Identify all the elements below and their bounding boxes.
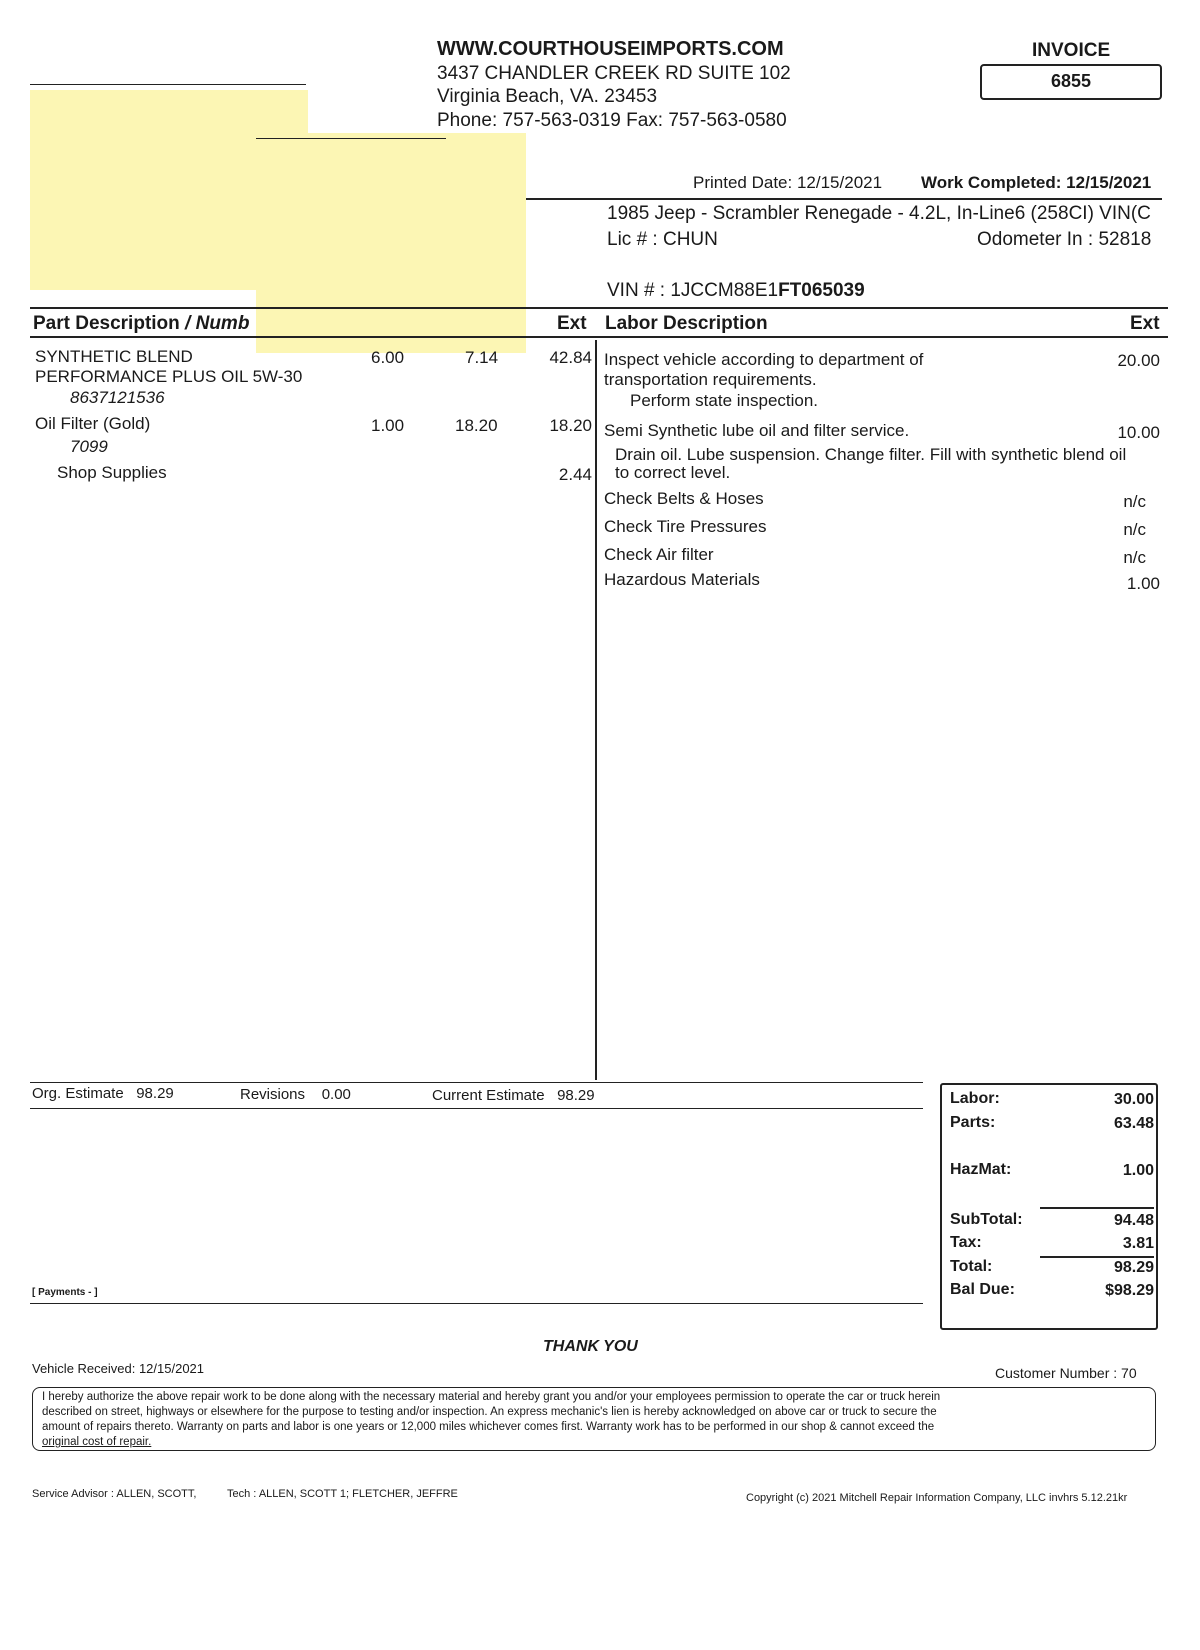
work-completed-label: Work Completed:	[921, 173, 1062, 192]
part-row-1-qty: 6.00	[371, 348, 405, 367]
vehicle-top-divider	[526, 198, 1162, 200]
labor-header-description: Labor Description	[605, 313, 768, 334]
vin-suffix: FT065039	[778, 280, 865, 301]
vehicle-received: Vehicle Received: 12/15/2021	[32, 1361, 205, 1376]
vin-label: VIN # :	[607, 280, 666, 301]
totals-baldue-value: $98.29	[1105, 1282, 1154, 1299]
vin	[607, 280, 865, 302]
labor-row-1-line3: Perform state inspection.	[630, 391, 819, 410]
company-website: WWW.COURTHOUSEIMPORTS.COM	[437, 38, 784, 60]
labor-row-2-line2: Drain oil. Lube suspension. Change filter. Fill with synthetic blend oil	[615, 445, 1127, 464]
revisions-label: Revisions	[240, 1086, 306, 1103]
totals-labor-label: Labor:	[950, 1090, 1000, 1107]
service-advisor	[32, 1488, 196, 1500]
labor-row-4-ext: n/c	[1123, 520, 1146, 539]
invoice-number: 6855	[1050, 71, 1092, 91]
part-row-1-line2: PERFORMANCE PLUS OIL 5W-30	[35, 367, 303, 386]
odometer-value: 52818	[1098, 229, 1152, 250]
total-divider	[1040, 1256, 1154, 1258]
parts-header-number-label: / Numb	[185, 313, 250, 334]
payments-divider	[30, 1303, 923, 1304]
technician-label: Tech :	[227, 1488, 257, 1500]
work-completed-value: 12/15/2021	[1066, 173, 1152, 192]
printed-date-label: Printed Date:	[693, 173, 793, 192]
totals-hazmat-value: 1.00	[1122, 1162, 1154, 1179]
company-address-line1: 3437 CHANDLER CREEK RD SUITE 102	[437, 63, 791, 84]
parts-header-description	[33, 313, 249, 335]
printed-date	[693, 173, 882, 193]
license-label: Lic # :	[607, 229, 658, 250]
header-divider	[30, 84, 306, 85]
column-divider	[595, 340, 597, 1080]
labor-row-2-line1: Semi Synthetic lube oil and filter service.	[604, 421, 910, 440]
labor-row-1-line2: transportation requirements.	[604, 370, 817, 389]
part-row-1-number: 8637121536	[70, 388, 165, 407]
labor-row-6-desc: Hazardous Materials	[604, 570, 760, 589]
totals-tax-value: 3.81	[1122, 1235, 1154, 1252]
authorization-line2: described on street, highways or elsewhere for the purpose to testing and/or inspection. An express mechanic's lien is hereby acknowledged on above car or truck to secure the	[42, 1406, 937, 1418]
invoice-number-box	[980, 64, 1162, 100]
labor-row-1-ext: 20.00	[1117, 351, 1160, 370]
company-phone: Phone: 757-563-0319 Fax: 757-563-0580	[437, 110, 787, 131]
org-estimate-value: 98.29	[136, 1085, 174, 1102]
labor-row-4-desc: Check Tire Pressures	[604, 517, 767, 536]
vin-prefix: 1JCCM88E1	[670, 280, 779, 301]
payments-label: [ Payments - ]	[32, 1287, 98, 1298]
labor-row-5-ext: n/c	[1123, 548, 1146, 567]
labor-row-3-desc: Check Belts & Hoses	[604, 489, 764, 508]
table-top-divider	[30, 307, 1168, 309]
license-plate	[607, 229, 718, 251]
part-row-2-number: 7099	[70, 437, 108, 456]
service-advisor-label: Service Advisor :	[32, 1488, 114, 1500]
totals-hazmat-label: HazMat:	[950, 1161, 1012, 1178]
service-advisor-value: ALLEN, SCOTT,	[116, 1488, 197, 1500]
table-header-divider	[30, 336, 1168, 338]
estimate-bottom-divider	[30, 1108, 923, 1109]
invoice-label: INVOICE	[1032, 40, 1111, 61]
labor-row-1-line1: Inspect vehicle according to department of	[604, 350, 924, 369]
totals-subtotal-value: 94.48	[1113, 1212, 1154, 1229]
totals-parts-label: Parts:	[950, 1114, 996, 1131]
technician	[227, 1488, 458, 1500]
labor-header-ext: Ext	[1130, 313, 1160, 334]
part-row-2-qty: 1.00	[371, 416, 405, 435]
totals-parts-value: 63.48	[1113, 1115, 1154, 1132]
vehicle-description: 1985 Jeep - Scrambler Renegade - 4.2L, In-Line6 (258CI) VIN(C	[607, 203, 1151, 224]
subtotal-divider	[1040, 1207, 1154, 1209]
labor-row-5-desc: Check Air filter	[604, 545, 714, 564]
technician-value: ALLEN, SCOTT 1; FLETCHER, JEFFRE	[258, 1488, 458, 1500]
part-row-3-ext: 2.44	[558, 465, 592, 484]
part-row-2-line1: Oil Filter (Gold)	[35, 414, 151, 433]
current-estimate-value: 98.29	[557, 1087, 595, 1104]
revisions-value: 0.00	[321, 1086, 351, 1103]
authorization-line3: amount of repairs thereto. Warranty on parts and labor is one years or 12,000 miles whichever comes first. Warranty work has to be performed in our shop & cannot exceed the	[42, 1421, 935, 1433]
work-completed	[921, 173, 1151, 193]
totals-baldue-label: Bal Due:	[950, 1281, 1015, 1298]
printed-date-value: 12/15/2021	[796, 173, 883, 192]
current-estimate-label: Current Estimate	[432, 1087, 545, 1104]
labor-row-3-ext: n/c	[1123, 492, 1146, 511]
totals-labor-value: 30.00	[1113, 1091, 1154, 1108]
customer-number: Customer Number : 70	[995, 1365, 1137, 1381]
org-estimate-label: Org. Estimate	[32, 1085, 124, 1102]
part-row-1-line1: SYNTHETIC BLEND	[35, 347, 193, 366]
totals-tax-label: Tax:	[950, 1234, 982, 1251]
labor-row-6-ext: 1.00	[1126, 574, 1160, 593]
copyright: Copyright (c) 2021 Mitchell Repair Information Company, LLC invhrs 5.12.21kr	[746, 1492, 1128, 1504]
labor-row-2-ext: 10.00	[1117, 423, 1160, 442]
org-estimate	[32, 1085, 174, 1102]
odometer	[977, 229, 1151, 251]
authorization-line4: original cost of repair.	[42, 1436, 152, 1448]
company-address-line2: Virginia Beach, VA. 23453	[437, 86, 658, 107]
odometer-label: Odometer In :	[977, 229, 1094, 250]
revisions	[240, 1086, 351, 1103]
estimate-top-divider	[30, 1082, 923, 1083]
part-row-2-ext: 18.20	[549, 416, 592, 435]
part-row-2-price: 18.20	[455, 416, 498, 435]
totals-total-label: Total:	[950, 1258, 993, 1275]
header-divider	[256, 138, 446, 139]
part-row-1-price: 7.14	[465, 348, 499, 367]
part-row-1-ext: 42.84	[549, 348, 592, 367]
parts-header-desc-label: Part Description	[33, 313, 180, 334]
totals-total-value: 98.29	[1113, 1259, 1154, 1276]
redaction-block	[256, 133, 526, 353]
thank-you: THANK YOU	[543, 1338, 638, 1355]
parts-header-ext: Ext	[557, 313, 587, 334]
current-estimate	[432, 1087, 595, 1104]
license-value: CHUN	[662, 229, 718, 250]
labor-row-2-line3: to correct level.	[615, 463, 731, 482]
part-row-3-line1: Shop Supplies	[57, 463, 167, 482]
authorization-line1: I hereby authorize the above repair work to be done along with the necessary material and hereby grant you and/or your employees permission to operate the car or truck herein	[42, 1391, 941, 1403]
totals-subtotal-label: SubTotal:	[950, 1211, 1023, 1228]
